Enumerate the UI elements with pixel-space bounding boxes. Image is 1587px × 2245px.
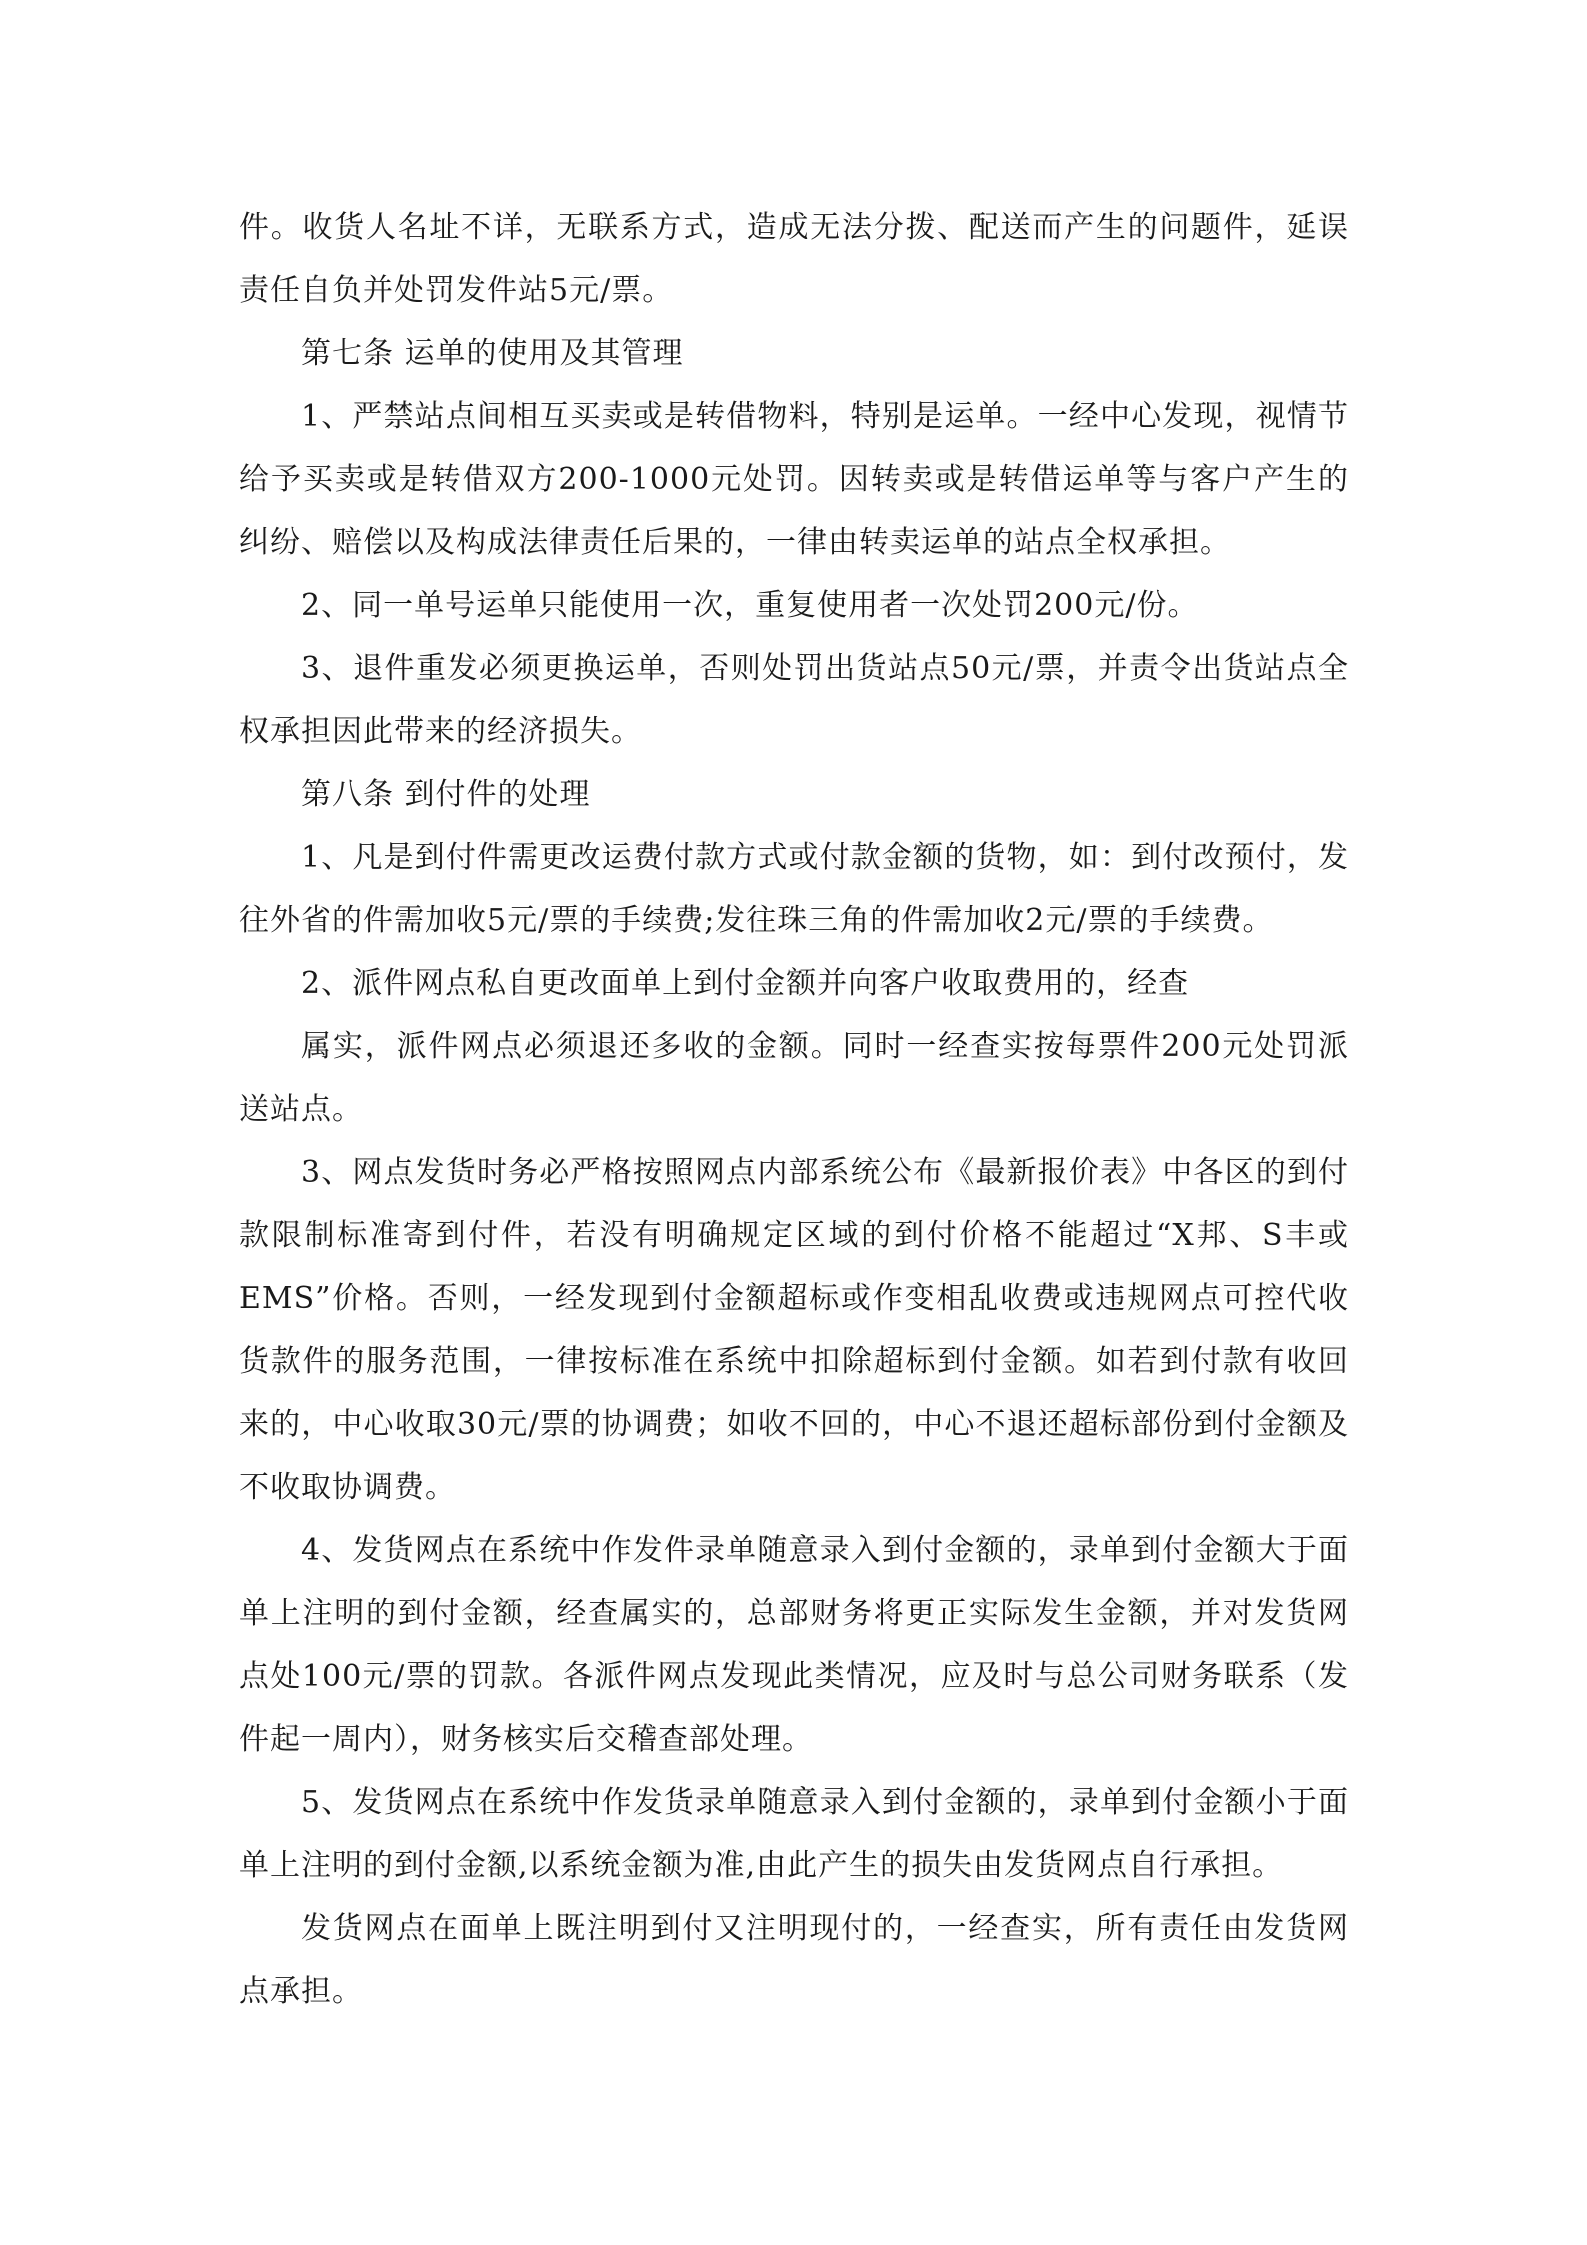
paragraph-continuation: 件。收货人名址不详，无联系方式，造成无法分拨、配送而产生的问题件，延误责任自负并处罚发件站5元/票。 [239, 210, 1349, 308]
article-8-item-5: 5、发货网点在系统中作发货录单随意录入到付金额的，录单到付金额小于面单上注明的到付金额,以系统金额为准,由此产生的损失由发货网点自行承担。 [239, 1785, 1349, 1883]
article-8-item-6: 发货网点在面单上既注明到付又注明现付的，一经查实，所有责任由发货网点承担。 [239, 1911, 1349, 2009]
article-8-heading: 第八条 到付件的处理 [301, 777, 591, 812]
document-body [239, 196, 1349, 2023]
article-8-item-2-line-1: 2、派件网点私自更改面单上到付金额并向客户收取费用的，经查 [301, 966, 1190, 1001]
article-8-item-4: 4、发货网点在系统中作发件录单随意录入到付金额的，录单到付金额大于面单上注明的到付金额，经查属实的，总部财务将更正实际发生金额，并对发货网点处100元/票的罚款。各派件网点发现此类情况，应及时与总公司财务联系（发件起一周内），财务核实后交稽查部处理。 [239, 1533, 1349, 1757]
article-8-item-1: 1、凡是到付件需更改运费付款方式或付款金额的货物，如：到付改预付，发往外省的件需加收5元/票的手续费;发往珠三角的件需加收2元/票的手续费。 [239, 840, 1349, 938]
article-7-item-3: 3、退件重发必须更换运单，否则处罚出货站点50元/票，并责令出货站点全权承担因此带来的经济损失。 [239, 651, 1349, 749]
article-7-item-2: 2、同一单号运单只能使用一次，重复使用者一次处罚200元/份。 [301, 588, 1199, 623]
article-7-heading: 第七条 运单的使用及其管理 [301, 336, 684, 371]
article-7-item-1: 1、严禁站点间相互买卖或是转借物料，特别是运单。一经中心发现，视情节给予买卖或是转借双方200-1000元处罚。因转卖或是转借运单等与客户产生的纠纷、赔偿以及构成法律责任后果的，一律由转卖运单的站点全权承担。 [239, 399, 1349, 560]
article-8-item-2-line-2: 属实，派件网点必须退还多收的金额。同时一经查实按每票件200元处罚派送站点。 [239, 1029, 1349, 1127]
article-8-item-3: 3、网点发货时务必严格按照网点内部系统公布《最新报价表》中各区的到付款限制标准寄到付件，若没有明确规定区域的到付价格不能超过“X邦、S丰或EMS”价格。否则，一经发现到付金额超标或作变相乱收费或违规网点可控代收货款件的服务范围，一律按标准在系统中扣除超标到付金额。如若到付款有收回来的，中心收取30元/票的协调费；如收不回的，中心不退还超标部份到付金额及不收取协调费。 [239, 1155, 1349, 1505]
